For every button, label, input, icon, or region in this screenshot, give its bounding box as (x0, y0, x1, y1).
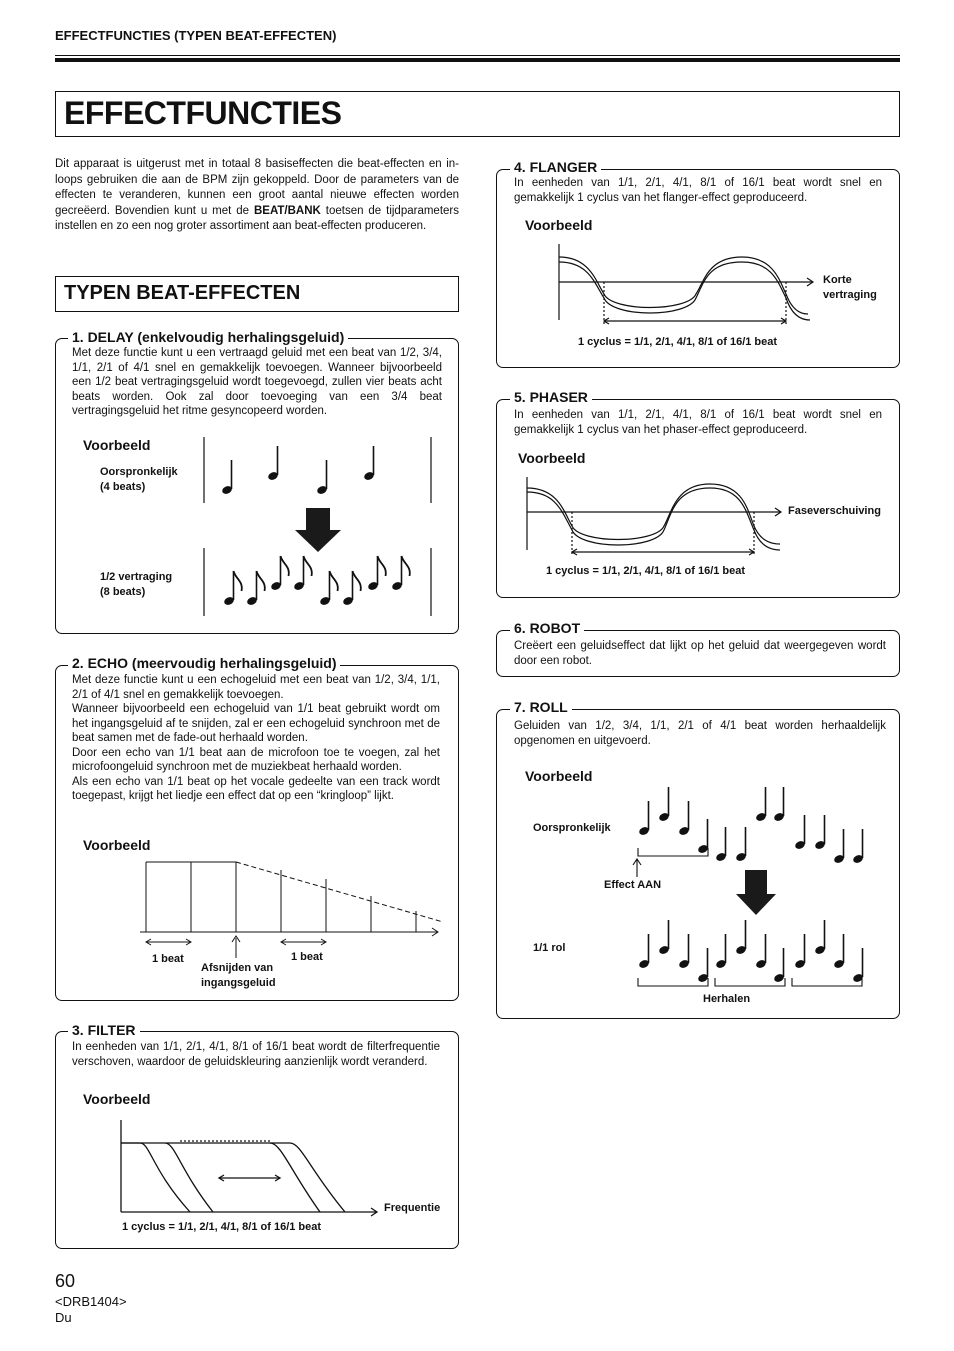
echo-title: 2. ECHO (meervoudig herhalingsgeluid) (68, 655, 340, 671)
roll-repeat-label: Herhalen (703, 993, 751, 1005)
delay-text: Met deze functie kunt u een vertraagd geluid met een beat van 1/2, 3/4, 1/1, 2/1 of 4/1 snel en gemakkelijk toevoegen. Wanneer bijvoorbeeld een 1/2 beat vertragingsgeluid wordt toegevoegd, zullen vier beats acht beats worden. Ook zal door toevoeging van een 3/4 beat vertragingsgeluid het ritme gesyncopeerd worden. (72, 347, 442, 417)
intro-bold-key: BEAT/BANK (253, 204, 321, 217)
filter-title: 3. FILTER (68, 1022, 140, 1038)
filter-cycle-label: 1 cyclus = 1/1, 2/1, 4/1, 8/1 of 16/1 beat (122, 1221, 322, 1233)
phaser-text: In eenheden van 1/1, 2/1, 4/1, 8/1 of 16/1 beat wordt snel en gemakkelijk 1 cyclus van het phaser-effect geproduceerd. (514, 409, 882, 436)
quarter-note-icon (735, 827, 747, 862)
roll-example-label: Voorbeeld (525, 768, 593, 784)
quarter-note-icon (794, 815, 806, 850)
phaser-example-label: Voorbeeld (518, 450, 586, 466)
echo-text: Met deze functie kunt u een echogeluid met een beat van 1/2, 3/4, 1/1, 2/1 of 4/1 snel en gemakkelijk toevoegen. Wanneer bijvoorbeeld een echogeluid van 1/1 beat gebruikt wordt om het ingangsgeluid af te snijden, zal er een echogeluid synchroon met de beat samen met de fade-out herhaald worden. Door een echo van 1/1 beat aan de microfoon toe te voegen, zal het microfoongeluid synchroon met de muziekbeat herhaald worden. Als een echo van 1/1 beat op het vocale gedeelte van een track wordt toegepast, krijgt het liedje een effect dat op een “kringloop” lijkt. (72, 674, 440, 802)
section-title: TYPEN BEAT-EFFECTEN (64, 282, 301, 304)
running-header: EFFECTFUNCTIES (TYPEN BEAT-EFFECTEN) (55, 28, 337, 43)
doc-code: <DRB1404> (55, 1294, 127, 1309)
roll-original-notes (638, 787, 864, 864)
quarter-note-icon (794, 934, 806, 969)
echo-example-label: Voorbeeld (83, 837, 151, 853)
roll-repeat-notes (638, 920, 864, 983)
quarter-note-icon (715, 934, 727, 969)
phaser-title: 5. PHASER (510, 389, 592, 405)
quarter-note-icon (735, 920, 747, 955)
quarter-note-icon (773, 948, 785, 983)
delay-original-label: Oorspronkelijk (4 beats) (100, 466, 178, 493)
intro-paragraph: Dit apparaat is uitgerust met in totaal 8 basiseffecten die beat-effecten en in-loops gebruiken die aan de BPM zijn gekoppeld. Door de parameters van de effecten te veranderen, kunnen een groot aantal nieuwe effecten worden gecreëerd. Bovendien kunt u met de BEAT/BANK toetsen de tijdparameters instellen en zo een nog groter assortiment aan beat-effecten produceren. (55, 158, 459, 232)
quarter-note-icon (697, 819, 709, 854)
roll-effect-on-label: Effect AAN (604, 879, 662, 891)
robot-title: 6. ROBOT (510, 620, 584, 636)
robot-text: Creëert een geluidseffect dat lijkt op het geluid dat weergegeven wordt door een robot. (514, 640, 886, 667)
phaser-cycle-label: 1 cyclus = 1/1, 2/1, 4/1, 8/1 of 16/1 beat (546, 565, 746, 577)
roll-text: Geluiden van 1/2, 3/4, 1/1, 2/1 of 4/1 beat worden herhaaldelijk opgenomen en uitgevoerd. (514, 720, 886, 747)
quarter-note-icon (678, 801, 690, 836)
page-number: 60 (55, 1271, 76, 1291)
delay-title: 1. DELAY (enkelvoudig herhalingsgeluid) (68, 329, 348, 345)
roll-original-label: Oorspronkelijk (533, 822, 611, 834)
flanger-text: In eenheden van 1/1, 2/1, 4/1, 8/1 of 16/1 beat wordt snel en gemakkelijk 1 cyclus van het flanger-effect geproduceerd. (514, 177, 882, 204)
quarter-note-icon (814, 815, 826, 850)
phaser-shift-label: Faseverschuiving (788, 505, 881, 517)
quarter-note-icon (638, 934, 650, 969)
quarter-note-icon (773, 787, 785, 822)
quarter-note-icon (638, 801, 650, 836)
filter-frequency-label: Frequentie (384, 1202, 441, 1214)
echo-cut-label: Afsnijden van ingangsgeluid (201, 962, 276, 989)
page-title: EFFECTFUNCTIES (64, 95, 342, 131)
quarter-note-icon (833, 934, 845, 969)
filter-text: In eenheden van 1/1, 2/1, 4/1, 8/1 of 16/1 beat wordt de filterfrequentie verschoven, waardoor de geluidskleuring aanzienlijk wordt veranderd. (72, 1041, 440, 1068)
delay-half-label: 1/2 vertraging (8 beats) (100, 571, 173, 598)
flanger-example-label: Voorbeeld (525, 217, 593, 233)
echo-beat-label: 1 beat (291, 951, 323, 963)
quarter-note-icon (852, 829, 864, 864)
quarter-note-icon (814, 920, 826, 955)
quarter-note-icon (697, 948, 709, 983)
quarter-note-icon (755, 787, 767, 822)
roll-11-label: 1/1 rol (533, 942, 566, 954)
quarter-note-icon (833, 829, 845, 864)
delay-example-label: Voorbeeld (83, 437, 151, 453)
echo-beat-label: 1 beat (152, 953, 184, 965)
flanger-title: 4. FLANGER (510, 159, 601, 175)
language-code: Du (55, 1310, 72, 1325)
roll-title: 7. ROLL (510, 699, 572, 715)
quarter-note-icon (678, 934, 690, 969)
quarter-note-icon (715, 827, 727, 862)
down-arrow-icon (736, 870, 776, 915)
quarter-note-icon (658, 920, 670, 955)
quarter-note-icon (755, 934, 767, 969)
flanger-short-delay-label: Korte vertraging (823, 274, 877, 301)
filter-example-label: Voorbeeld (83, 1091, 151, 1107)
flanger-cycle-label: 1 cyclus = 1/1, 2/1, 4/1, 8/1 of 16/1 beat (578, 336, 778, 348)
quarter-note-icon (658, 787, 670, 822)
